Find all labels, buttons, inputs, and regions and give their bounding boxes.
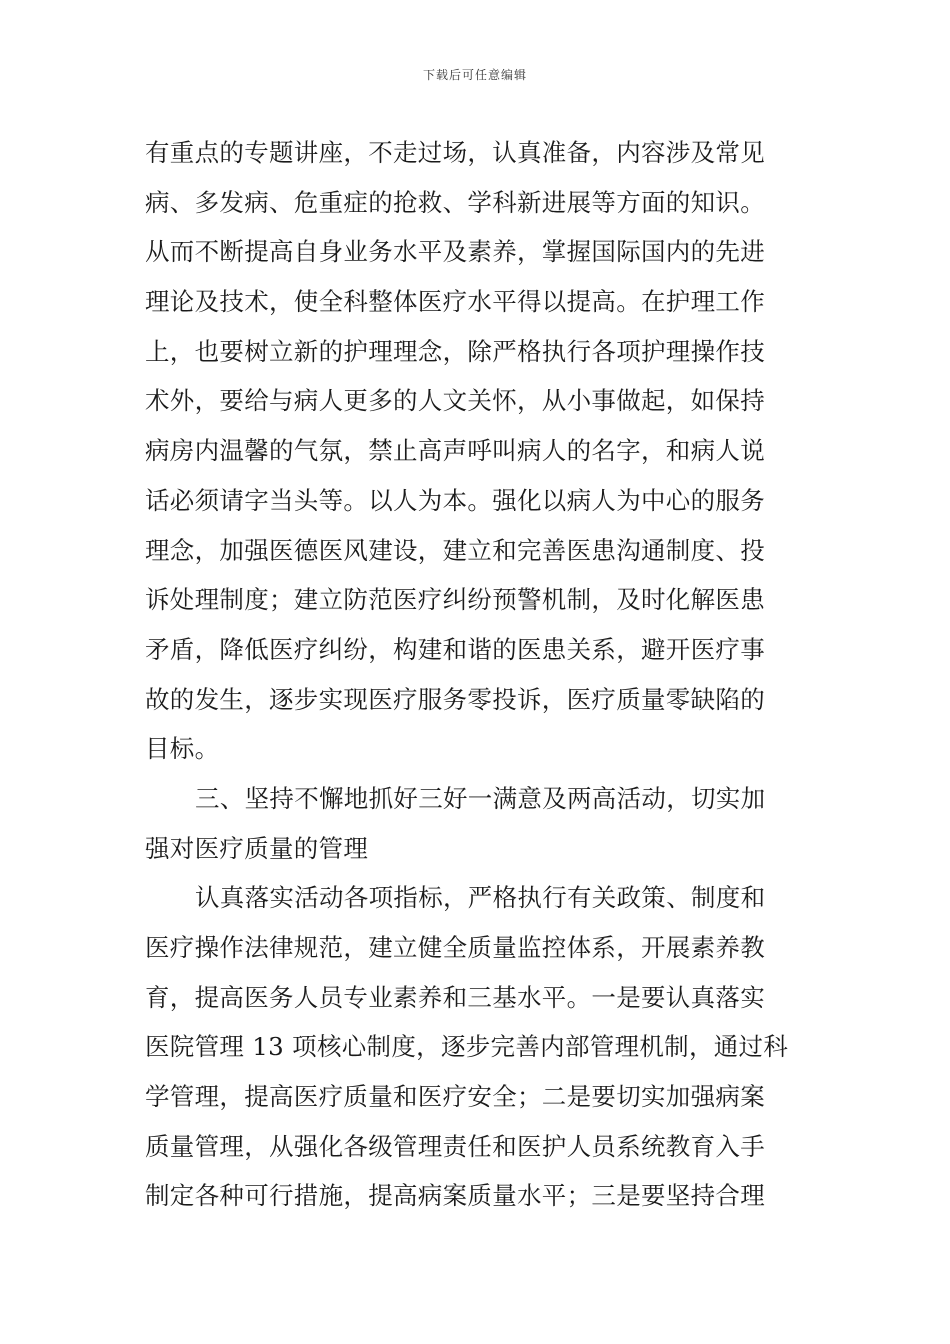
paragraph-start: 认真落实活动各项指标，严格执行有关政策、制度和 (195, 883, 766, 913)
text-line: 病房内温馨的气氛，禁止高声呼叫病人的名字，和病人说 (145, 436, 765, 466)
text-line: 质量管理，从强化各级管理责任和医护人员系统教育入手 (145, 1131, 765, 1161)
text-line: 目标。 (145, 734, 220, 764)
body-text (145, 128, 810, 1221)
text-line: 话必须请字当头等。以人为本。强化以病人为中心的服务 (145, 485, 765, 515)
text-line: 有重点的专题讲座，不走过场，认真准备，内容涉及常见 (145, 138, 765, 167)
text-line: 理念，加强医德医风建设，建立和完善医患沟通制度、投 (145, 535, 765, 565)
text-line: 医院管理 13 项核心制度，逐步完善内部管理机制，通过科 (145, 1032, 789, 1062)
text-line: 病、多发病、危重症的抢救、学科新进展等方面的知识。 (145, 187, 765, 217)
section-heading-continued: 强对医疗质量的管理 (145, 833, 369, 863)
section-heading: 三、坚持不懈地抓好三好一满意及两高活动，切实加 (195, 783, 766, 813)
text-line: 上，也要树立新的护理理念，除严格执行各项护理操作技 (145, 336, 765, 366)
text-line: 制定各种可行措施，提高病案质量水平；三是要坚持合理 (145, 1181, 765, 1211)
header-note: 下载后可任意编辑 (422, 68, 527, 82)
text-line: 故的发生，逐步实现医疗服务零投诉，医疗质量零缺陷的 (145, 684, 765, 714)
text-line: 矛盾，降低医疗纠纷，构建和谐的医患关系，避开医疗事 (145, 634, 765, 664)
text-line: 从而不断提高自身业务水平及素养，掌握国际国内的先进 (145, 237, 765, 267)
text-line: 术外，要给与病人更多的人文关怀，从小事做起，如保持 (145, 386, 765, 416)
text-line: 诉处理制度；建立防范医疗纠纷预警机制，及时化解医患 (145, 585, 765, 615)
text-line: 学管理，提高医疗质量和医疗安全；二是要切实加强病案 (145, 1082, 765, 1112)
text-line: 医疗操作法律规范，建立健全质量监控体系，开展素养教 (145, 933, 765, 962)
text-line: 育，提高医务人员专业素养和三基水平。一是要认真落实 (145, 982, 765, 1012)
text-line: 理论及技术，使全科整体医疗水平得以提高。在护理工作 (145, 287, 765, 317)
